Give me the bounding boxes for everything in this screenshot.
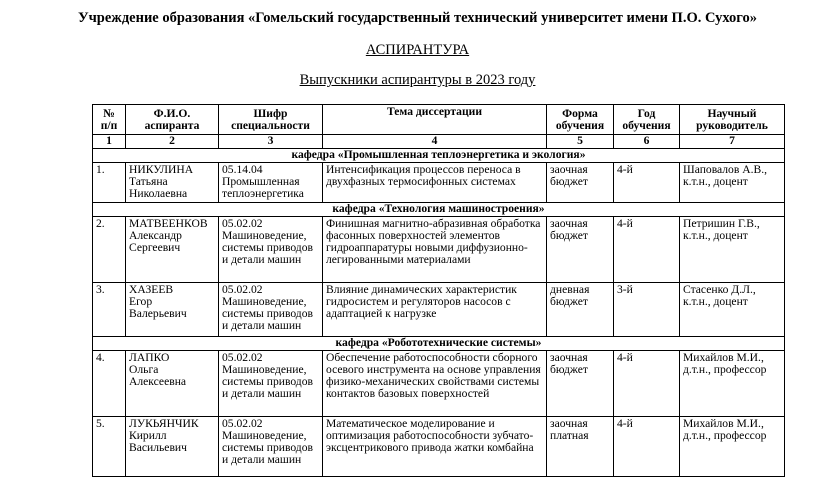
specialty-code: 05.02.02 Машиноведение, системы приводов и детали машин <box>219 417 323 477</box>
dissertation-topic: Обеспечение работоспособности сборного осевого инструмента на основе управления физико-механических свойствами системы контактов базовых поверхностей <box>323 351 547 417</box>
dissertation-topic: Математическое моделирование и оптимизация работоспособности зубчато-эксцентрикового привода жатки комбайна <box>323 417 547 477</box>
column-header: Форма обучения <box>547 105 614 135</box>
dissertation-topic: Интенсификация процессов переноса в двухфазных термосифонных системах <box>323 163 547 203</box>
specialty-code: 05.14.04 Промышленная теплоэнергетика <box>219 163 323 203</box>
study-form: заочная бюджет <box>547 351 614 417</box>
table-header-row <box>93 105 785 135</box>
student-name: НИКУЛИНА Татьяна Николаевна <box>126 163 219 203</box>
department-label: кафедра «Робототехнические системы» <box>93 337 785 351</box>
graduates-table <box>92 104 785 477</box>
study-form: заочная бюджет <box>547 217 614 283</box>
student-name: ЛАПКО Ольга Алексеевна <box>126 351 219 417</box>
supervisor: Михайлов М.И., д.т.н., профессор <box>680 417 785 477</box>
supervisor: Стасенко Д.Л., к.т.н., доцент <box>680 283 785 337</box>
study-year: 4-й <box>614 417 680 477</box>
department-row <box>93 337 785 351</box>
study-year: 4-й <box>614 163 680 203</box>
student-name: МАТВЕЕНКОВ Александр Сергеевич <box>126 217 219 283</box>
supervisor: Петришин Г.В., к.т.н., доцент <box>680 217 785 283</box>
column-number: 4 <box>323 135 547 149</box>
student-name: ЛУКЬЯНЧИК Кирилл Васильевич <box>126 417 219 477</box>
table-row <box>93 417 785 477</box>
column-number: 7 <box>680 135 785 149</box>
department-label: кафедра «Промышленная теплоэнергетика и экология» <box>93 149 785 163</box>
table-row <box>93 217 785 283</box>
study-form: заочная платная <box>547 417 614 477</box>
column-header: Научный руководитель <box>680 105 785 135</box>
table-row <box>93 283 785 337</box>
study-form: заочная бюджет <box>547 163 614 203</box>
column-number: 2 <box>126 135 219 149</box>
specialty-code: 05.02.02 Машиноведение, системы приводов и детали машин <box>219 351 323 417</box>
column-header: Ф.И.О. аспиранта <box>126 105 219 135</box>
supervisor: Михайлов М.И., д.т.н., профессор <box>680 351 785 417</box>
student-name: ХАЗЕЕВ Егор Валерьевич <box>126 283 219 337</box>
supervisor: Шаповалов А.В., к.т.н., доцент <box>680 163 785 203</box>
specialty-code: 05.02.02 Машиноведение, системы приводов и детали машин <box>219 283 323 337</box>
department-row <box>93 203 785 217</box>
column-header: № п/п <box>93 105 126 135</box>
study-year: 4-й <box>614 217 680 283</box>
column-number: 6 <box>614 135 680 149</box>
department-row <box>93 149 785 163</box>
institution-title: Учреждение образования «Гомельский государственный технический университет имени П.О. Сухого» <box>77 10 758 26</box>
table-row <box>93 163 785 203</box>
study-year: 3-й <box>614 283 680 337</box>
specialty-code: 05.02.02 Машиноведение, системы приводов и детали машин <box>219 217 323 283</box>
column-number-row <box>93 135 785 149</box>
column-header: Шифр специальности <box>219 105 323 135</box>
column-number: 3 <box>219 135 323 149</box>
row-number: 1. <box>93 163 126 203</box>
row-number: 2. <box>93 217 126 283</box>
table-row <box>93 351 785 417</box>
document-subtitle: Выпускники аспирантуры в 2023 году <box>299 72 536 88</box>
column-header: Год обучения <box>614 105 680 135</box>
column-number: 1 <box>93 135 126 149</box>
study-form: дневная бюджет <box>547 283 614 337</box>
column-number: 5 <box>547 135 614 149</box>
column-header: Тема диссертации <box>323 105 547 135</box>
dissertation-topic: Влияние динамических характеристик гидросистем и регуляторов насосов с адаптацией к нагрузке <box>323 283 547 337</box>
section-title: АСПИРАНТУРА <box>365 42 470 58</box>
department-label: кафедра «Технология машиностроения» <box>93 203 785 217</box>
row-number: 5. <box>93 417 126 477</box>
row-number: 4. <box>93 351 126 417</box>
study-year: 4-й <box>614 351 680 417</box>
row-number: 3. <box>93 283 126 337</box>
dissertation-topic: Финишная магнитно-абразивная обработка фасонных поверхностей элементов гидроаппаратуры новыми диффузионно-легированными материалами <box>323 217 547 283</box>
